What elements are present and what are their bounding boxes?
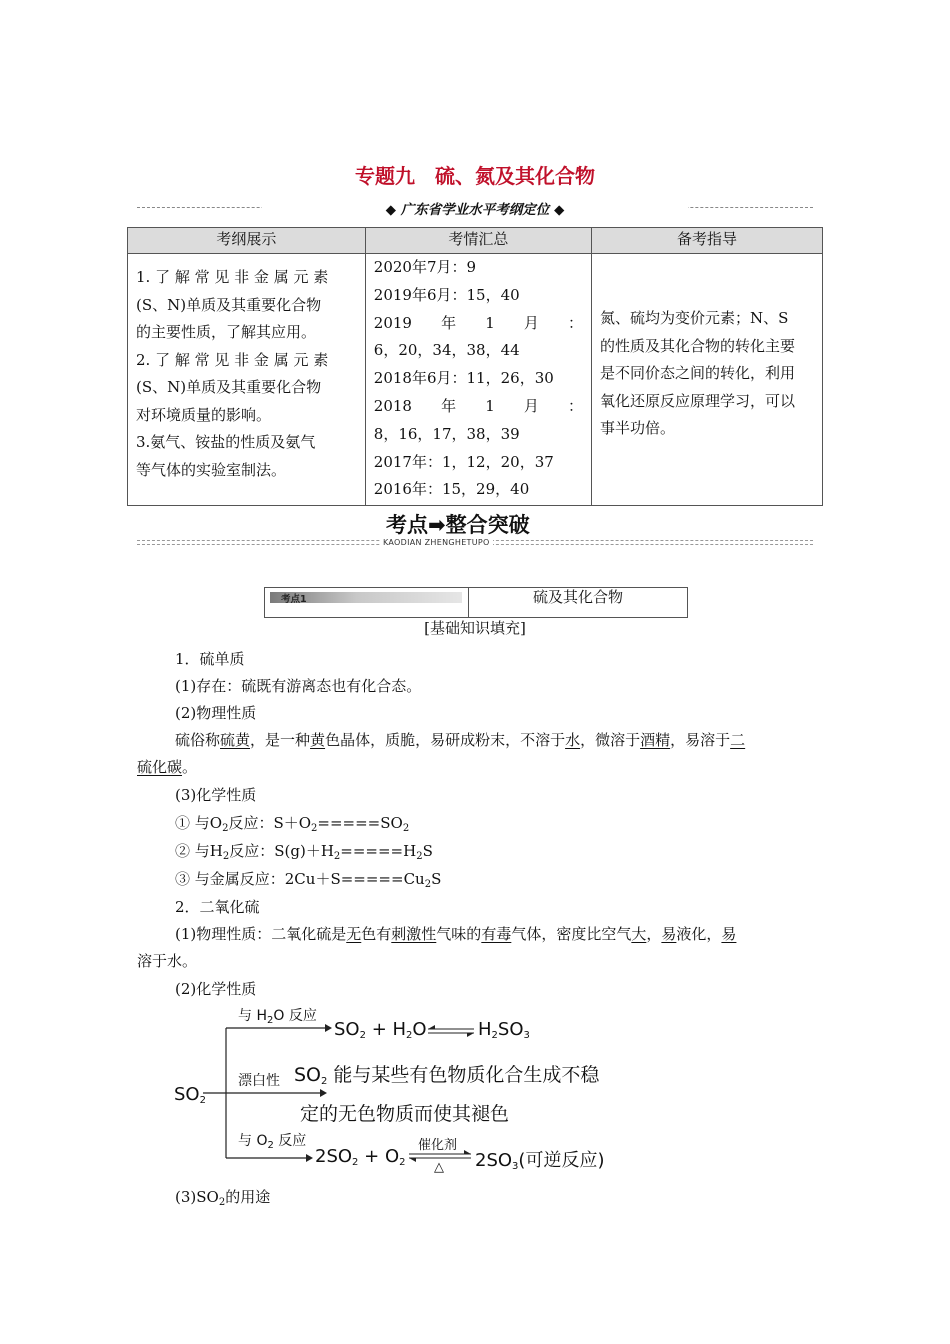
- subscript: 2: [402, 823, 410, 834]
- header-outline: 考纲展示: [128, 228, 366, 254]
- text: ② 与H: [175, 842, 223, 860]
- topic-tag: [265, 588, 469, 617]
- text: 气体，密度比空气: [511, 925, 632, 943]
- root-species: [174, 1084, 206, 1106]
- bleach-description-cont: 定的无色物质而使其褪色: [300, 1103, 510, 1125]
- reaction-line: [175, 840, 433, 862]
- fill-answer: 刺激性: [391, 925, 437, 943]
- text: (1)物理性质：二氧化硫是: [175, 925, 347, 943]
- fill-answer: 黄: [310, 731, 326, 749]
- subscript: 2: [218, 1197, 226, 1208]
- outline-table: [127, 227, 823, 506]
- guidance-line: 事半功倍。: [600, 419, 676, 437]
- so2-property-diagram: [160, 1000, 660, 1180]
- reaction-water: [334, 1019, 427, 1041]
- text: ① 与O: [175, 814, 223, 832]
- exam-year-unit: 年: [441, 313, 457, 332]
- text: 反应：S(g)＋H: [229, 842, 334, 860]
- paragraph: 溶于水。: [137, 952, 198, 970]
- text: =====SO: [317, 814, 403, 832]
- fill-answer: 有毒: [481, 925, 512, 943]
- paragraph: (3)化学性质: [175, 786, 257, 804]
- bleach-description: [294, 1060, 599, 1087]
- fill-answer: 二: [730, 731, 746, 749]
- subscript: 2: [416, 851, 423, 862]
- product-so3: [475, 1146, 604, 1172]
- subscript: 2: [267, 1140, 274, 1151]
- exam-year-unit: 年: [441, 396, 457, 415]
- fill-answer: 易: [661, 925, 677, 943]
- text: 硫俗称: [175, 731, 221, 749]
- reaction-line: [175, 868, 441, 890]
- exam-line: [374, 310, 583, 338]
- text: 的用途: [225, 1188, 271, 1206]
- page-title: 专题九 硫、氮及其化合物: [355, 164, 595, 188]
- fill-answer: 硫化碳: [137, 758, 183, 776]
- exam-month-unit: 月: [523, 396, 539, 415]
- outline-line: 等气体的实验室制法。: [136, 460, 287, 479]
- exam-line: 2019年6月：15，40: [373, 285, 520, 304]
- exam-colon: ：: [567, 396, 583, 415]
- outline-line: 的主要性质，了解其应用。: [136, 323, 317, 341]
- text: O: [412, 1019, 427, 1040]
- reaction-line: [175, 812, 409, 834]
- topic-title: 硫及其化合物: [532, 588, 623, 606]
- subscript: 2: [424, 879, 432, 890]
- exam-line: 2018年6月：11，26，30: [373, 369, 554, 388]
- text: 与 O: [238, 1133, 268, 1149]
- section-heading: 2．二氧化硫: [175, 898, 260, 916]
- text: SO: [174, 1084, 200, 1105]
- exam-year: 2019: [373, 313, 412, 332]
- outline-line: 2. 了 解 常 见 非 金 属 元 素: [136, 350, 329, 369]
- header-exam-summary: 考情汇总: [365, 228, 591, 254]
- text: ，: [646, 925, 662, 943]
- exam-line: [374, 393, 583, 421]
- subscript: 3: [523, 1030, 530, 1041]
- exam-line: 8，16，17，38，39: [373, 424, 520, 443]
- text: 反应: [273, 1133, 307, 1149]
- fill-answer: 酒精: [640, 731, 671, 749]
- guidance-line: 的性质及其化合物的转化主要: [600, 336, 796, 355]
- text: SO: [294, 1064, 322, 1086]
- text: (可逆反应): [518, 1150, 605, 1171]
- subscript: 2: [199, 1095, 206, 1106]
- exam-line: 2016年：15，29，40: [373, 480, 530, 499]
- subscript: 2: [321, 1076, 328, 1087]
- section-banner-2-pinyin: KAODIAN ZHENGHETUPO: [380, 538, 493, 547]
- exam-year: 2018: [373, 396, 412, 415]
- subscript: 2: [333, 851, 341, 862]
- text: =====H: [340, 842, 417, 860]
- section-banner-2: 考点➡整合突破: [386, 513, 530, 537]
- fill-answer: 硫黄: [220, 731, 251, 749]
- text: 液化，: [676, 925, 722, 943]
- subscript: 2: [399, 1157, 406, 1168]
- text: H: [478, 1019, 492, 1040]
- outline-line: 1. 了 解 常 见 非 金 属 元 素: [136, 268, 329, 286]
- banner-text: 广东省学业水平考纲定位: [400, 202, 550, 218]
- paragraph: (2)化学性质: [175, 980, 257, 998]
- exam-summary-cell: [365, 254, 591, 506]
- outline-cell: [128, 254, 366, 506]
- exam-month: 1: [485, 396, 495, 415]
- reaction-oxygen: [315, 1146, 406, 1168]
- text: 气味的: [436, 925, 482, 943]
- branch-label-oxygen: [238, 1130, 306, 1151]
- paragraph: [175, 923, 736, 944]
- heat-symbol: △: [434, 1160, 444, 1175]
- fill-answer: 大: [631, 925, 647, 943]
- branch-label-bleach: 漂白性: [238, 1073, 280, 1089]
- text: S: [431, 870, 442, 888]
- paragraph: (2)物理性质: [175, 704, 257, 722]
- text: O 反应: [273, 1008, 317, 1024]
- text: 与 H: [238, 1008, 267, 1024]
- text: 2SO: [475, 1150, 513, 1171]
- outline-line: (S、N)单质及其重要化合物: [136, 378, 322, 396]
- branch-label-water: [238, 1005, 317, 1026]
- guidance-cell: [592, 254, 823, 506]
- subscript: 2: [266, 1015, 274, 1026]
- text: SO: [334, 1019, 360, 1040]
- text: ，易溶于: [670, 731, 731, 749]
- text: 反应：S＋O: [228, 814, 312, 832]
- outline-line: 对环境质量的影响。: [136, 405, 272, 424]
- text: 能与某些有色物质化合生成不稳: [327, 1064, 600, 1086]
- paragraph: [175, 1186, 270, 1208]
- text: S: [422, 842, 433, 860]
- catalyst-label: 催化剂: [418, 1138, 458, 1153]
- text: 色有: [361, 925, 392, 943]
- exam-line: 2017年：1，12，20，37: [373, 452, 554, 471]
- text: + H: [365, 1019, 407, 1040]
- subscript: 2: [406, 1030, 413, 1041]
- header-guidance: 备考指导: [592, 228, 823, 254]
- exam-line: 2020年7月：9: [373, 258, 477, 276]
- exam-month-unit: 月: [523, 313, 539, 332]
- guidance-line: 氮、硫均为变价元素；N、S: [600, 309, 789, 327]
- text: + O: [358, 1146, 400, 1167]
- fill-answer: 无: [346, 925, 362, 943]
- product-h2so3: [478, 1019, 530, 1041]
- paragraph: [137, 756, 197, 777]
- outline-line: 3.氨气、铵盐的性质及氨气: [136, 433, 316, 451]
- text: (3)SO: [175, 1188, 219, 1206]
- fill-answer: 易: [721, 925, 737, 943]
- text: 色晶体，质脆，易研成粉末，不溶于: [325, 731, 566, 749]
- section-banner: ◆ 广东省学业水平考纲定位 ◆: [262, 198, 688, 218]
- exam-colon: ：: [567, 313, 583, 332]
- topic-header-box: [264, 587, 688, 618]
- subscript: 2: [359, 1030, 366, 1041]
- guidance-line: 是不同价态之间的转化，利用: [600, 364, 796, 382]
- subscript: 2: [311, 823, 318, 834]
- text: 2SO: [315, 1146, 353, 1167]
- text: 。: [182, 758, 198, 776]
- exam-line: 6，20，34，38，44: [373, 341, 520, 360]
- fill-label: [基础知识填充]: [424, 619, 526, 637]
- subscript: 2: [352, 1157, 359, 1168]
- section-heading: 1．硫单质: [175, 650, 245, 668]
- exam-month: 1: [485, 313, 495, 332]
- text: ③ 与金属反应：2Cu＋S=====Cu: [175, 870, 425, 888]
- fill-answer: 水: [565, 731, 581, 749]
- text: ，微溶于: [580, 731, 641, 749]
- topic-tag-label: 考点1: [281, 594, 307, 605]
- subscript: 3: [512, 1161, 519, 1172]
- subscript: 2: [222, 851, 230, 862]
- subscript: 2: [491, 1030, 498, 1041]
- guidance-line: 氧化还原反应原理学习，可以: [600, 391, 796, 410]
- text: SO: [497, 1019, 524, 1040]
- text: ，是一种: [250, 731, 311, 749]
- outline-line: (S、N)单质及其重要化合物: [136, 295, 322, 314]
- paragraph: [175, 729, 745, 750]
- paragraph: (1)存在：硫既有游离态也有化合态。: [175, 677, 422, 695]
- subscript: 2: [222, 823, 229, 834]
